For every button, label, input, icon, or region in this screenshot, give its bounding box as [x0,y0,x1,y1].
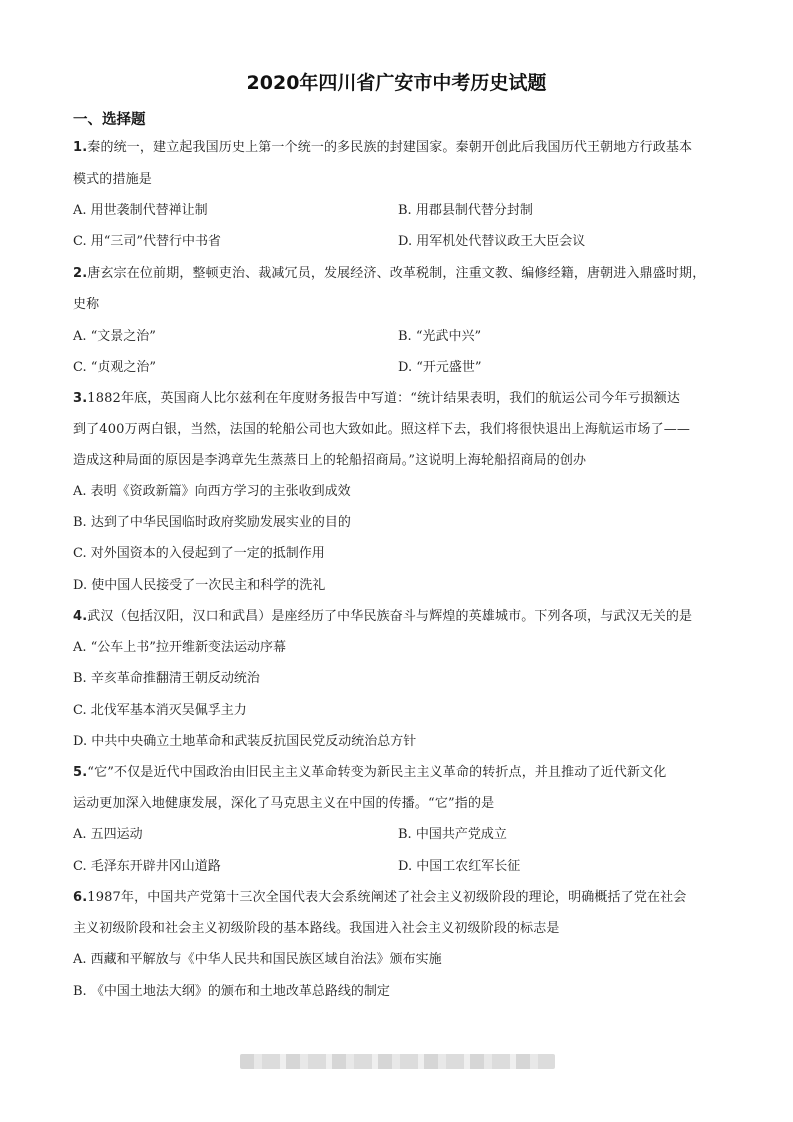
q3-option-d[interactable]: D. 使中国人民接受了一次民主和科学的洗礼 [73,578,326,593]
q4-option-d[interactable]: D. 中共中央确立土地革命和武装反抗国民党反动统治总方针 [73,734,417,749]
q2-option-d[interactable]: D. “开元盛世” [398,360,482,375]
q1-option-a[interactable]: A. 用世袭制代替禅让制 [73,203,208,218]
q3-stem-line-2: 到了400万两白银，当然，法国的轮船公司也大致如此。照这样下去，我们将很快退出上海航运市场了—— [73,422,691,437]
q4-option-b[interactable]: B. 辛亥革命推翻清王朝反动统治 [73,671,260,686]
page-title: 2020年四川省广安市中考历史试题 [246,72,547,94]
q1-stem-line-1: 1.秦的统一，建立起我国历史上第一个统一的多民族的封建国家。秦朝开创此后我国历代王朝地方行政基本 [73,140,693,155]
q2-option-a[interactable]: A. “文景之治” [73,329,156,344]
q5-stem-line-2: 运动更加深入地健康发展，深化了马克思主义在中国的传播。“它”指的是 [73,796,495,811]
q3-option-c[interactable]: C. 对外国资本的入侵起到了一定的抵制作用 [73,546,325,561]
q5-option-b[interactable]: B. 中国共产党成立 [398,827,507,842]
q2-option-b[interactable]: B. “光武中兴” [398,329,482,344]
q1-option-d[interactable]: D. 用军机处代替议政王大臣会议 [398,234,586,249]
q1-option-b[interactable]: B. 用郡县制代替分封制 [398,203,533,218]
q3-option-b[interactable]: B. 达到了中华民国临时政府奖励发展实业的目的 [73,515,351,530]
q4-stem-line-1: 4.武汉（包括汉阳，汉口和武昌）是座经历了中华民族奋斗与辉煌的英雄城市。下列各项，与武汉无关的是 [73,609,693,624]
q5-option-c[interactable]: C. 毛泽东开辟井冈山道路 [73,859,221,874]
q6-stem-line-1: 6.1987年，中国共产党第十三次全国代表大会系统阐述了社会主义初级阶段的理论，明确概括了党在社会 [73,890,687,905]
q3-number: 3. [73,391,88,406]
q4-option-a[interactable]: A. “公车上书”拉开维新变法运动序幕 [73,640,286,655]
q4-option-c[interactable]: C. 北伐军基本消灭吴佩孚主力 [73,703,247,718]
q5-number: 5. [73,765,88,780]
q5-option-a[interactable]: A. 五四运动 [73,827,143,842]
q6-option-a[interactable]: A. 西藏和平解放与《中华人民共和国民族区域自治法》颁布实施 [73,952,442,967]
q2-option-c[interactable]: C. “贞观之治” [73,360,157,375]
q2-stem-line-1: 2.唐玄宗在位前期，整顿吏治、裁减冗员，发展经济、改革税制，注重文教、编修经籍，唐朝进入鼎盛时期， [73,266,706,281]
q6-option-b[interactable]: B. 《中国土地法大纲》的颁布和土地改革总路线的制定 [73,984,390,999]
q2-number: 2. [73,266,88,281]
q6-number: 6. [73,890,88,905]
section-heading: 一、选择题 [73,112,146,128]
q4-number: 4. [73,609,88,624]
q1-number: 1. [73,140,88,155]
q5-option-d[interactable]: D. 中国工农红军长征 [398,859,521,874]
q3-option-a[interactable]: A. 表明《资政新篇》向西方学习的主张收到成效 [73,484,351,499]
q5-stem-line-1: 5.“它”不仅是近代中国政治由旧民主主义革命转变为新民主主义革命的转折点，并且推动了近代新文化 [73,765,667,780]
q6-stem-line-2: 主义初级阶段和社会主义初级阶段的基本路线。我国进入社会主义初级阶段的标志是 [73,921,560,936]
blurred-footer-watermark [240,1054,555,1069]
q3-stem-line-3: 造成这种局面的原因是李鸿章先生蒸蒸日上的轮船招商局。”这说明上海轮船招商局的创办 [73,453,587,468]
q2-stem-line-2: 史称 [73,297,100,312]
q3-stem-line-1: 3.1882年底，英国商人比尔兹利在年度财务报告中写道：“统计结果表明，我们的航运公司今年亏损额达 [73,391,681,406]
q1-stem-line-2: 模式的措施是 [73,172,152,187]
q1-option-c[interactable]: C. 用“三司”代替行中书省 [73,234,222,249]
